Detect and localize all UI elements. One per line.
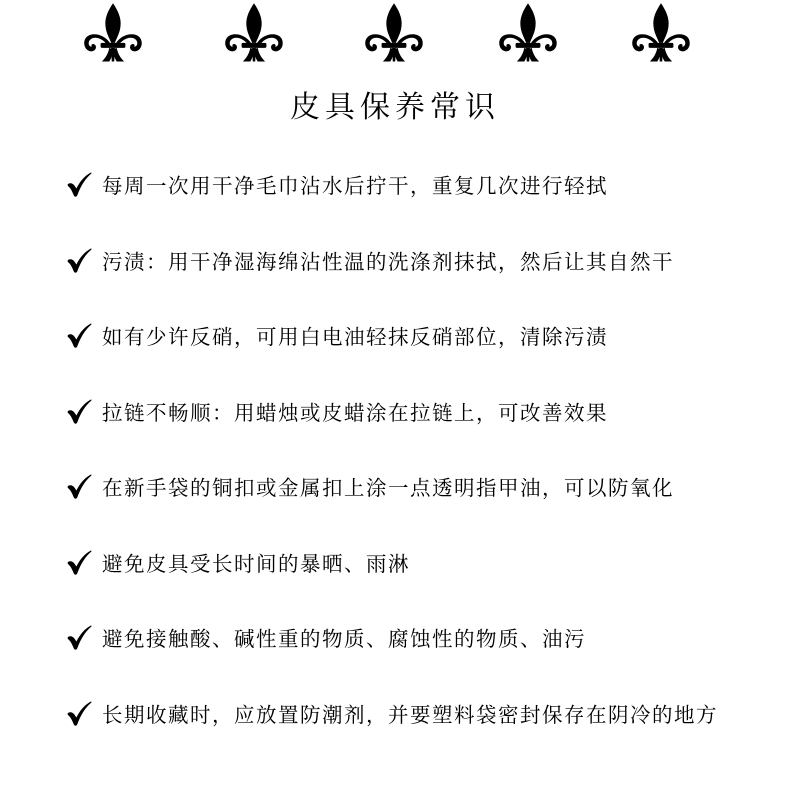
fleur-de-lis-icon [82, 2, 144, 64]
tip-text: 拉链不畅顺：用蜡烛或皮蜡涂在拉链上，可改善效果 [102, 400, 608, 425]
list-item [66, 623, 786, 699]
tip-text: 污渍：用干净湿海绵沾性温的洗涤剂抹拭，然后让其自然干 [102, 249, 674, 274]
list-item [66, 548, 786, 624]
fleur-de-lis-row [0, 2, 790, 66]
tip-text: 每周一次用干净毛巾沾水后拧干，重复几次进行轻拭 [102, 174, 608, 198]
checkmark-icon [66, 170, 96, 200]
list-item [66, 321, 786, 397]
fleur-de-lis-icon [497, 2, 559, 64]
list-item [66, 170, 786, 246]
checkmark-icon [66, 699, 96, 729]
tip-text: 在新手袋的铜扣或金属扣上涂一点透明指甲油，可以防氧化 [102, 476, 674, 500]
list-item [66, 472, 786, 548]
checkmark-icon [66, 548, 96, 578]
tip-text: 避免皮具受长时间的暴晒、雨淋 [102, 551, 410, 576]
page-title: 皮具保养常识 [290, 90, 500, 125]
tip-text: 长期收藏时，应放置防潮剂，并要塑料袋密封保存在阴冷的地方 [102, 702, 718, 727]
fleur-de-lis-icon [223, 2, 285, 64]
care-tips-list [66, 170, 786, 774]
list-item [66, 246, 786, 322]
checkmark-icon [66, 246, 96, 276]
fleur-de-lis-icon [630, 2, 692, 64]
list-item [66, 699, 786, 775]
checkmark-icon [66, 472, 96, 502]
fleur-de-lis-icon [363, 2, 425, 64]
checkmark-icon [66, 623, 96, 653]
checkmark-icon [66, 397, 96, 427]
list-item [66, 397, 786, 473]
tip-text: 避免接触酸、碱性重的物质、腐蚀性的物质、油污 [102, 627, 586, 651]
tip-text: 如有少许反硝，可用白电油轻抹反硝部位，清除污渍 [102, 325, 608, 349]
checkmark-icon [66, 321, 96, 351]
